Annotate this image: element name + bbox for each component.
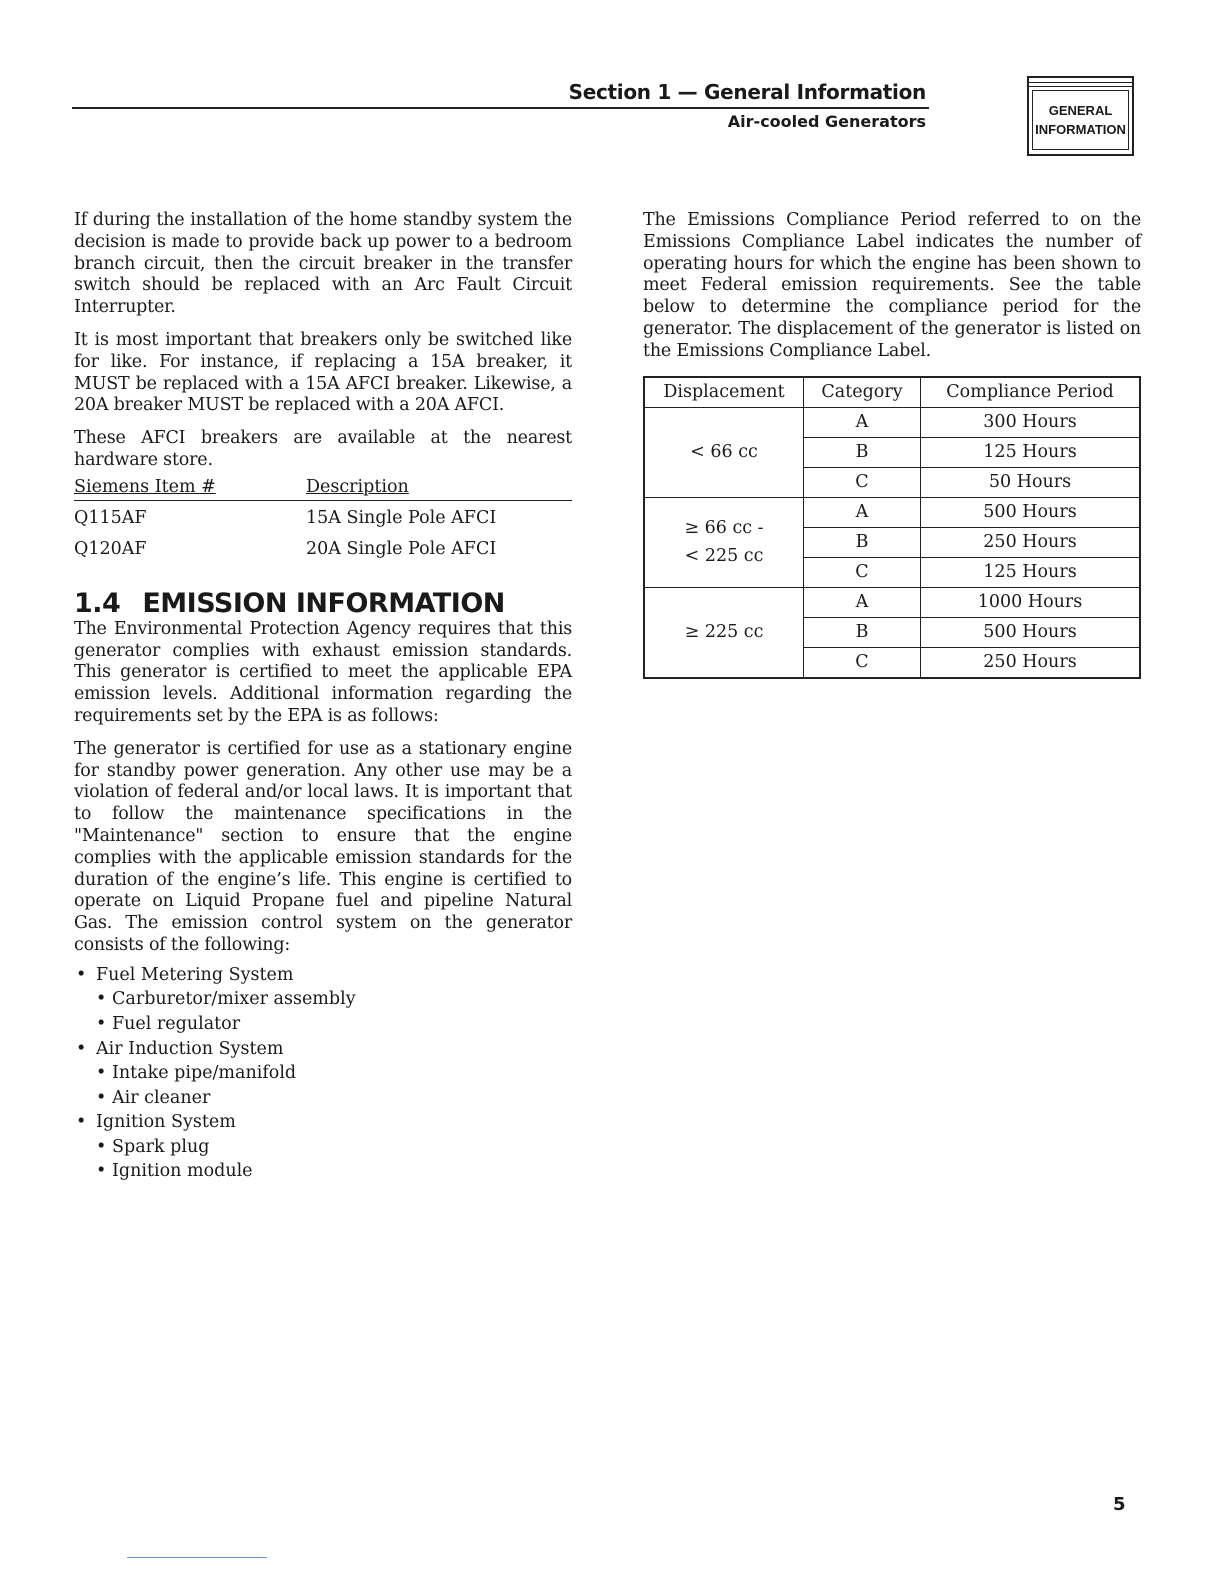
section-title: EMISSION INFORMATION xyxy=(142,587,505,619)
list-item: • Carburetor/mixer assembly xyxy=(96,987,572,1012)
col-category: Category xyxy=(804,377,921,408)
header-rule xyxy=(72,107,929,109)
afci-desc-cell: 15A Single Pole AFCI xyxy=(306,507,497,528)
header-subtitle: Air-cooled Generators xyxy=(727,112,926,131)
tab-line-2: INFORMATION xyxy=(1035,122,1126,137)
period-cell: 300 Hours xyxy=(921,407,1141,437)
afci-desc-cell: 20A Single Pole AFCI xyxy=(306,538,497,559)
table-row xyxy=(74,532,572,563)
period-cell: 125 Hours xyxy=(921,437,1141,467)
tab-line-1: GENERAL xyxy=(1048,103,1113,118)
tab-top-rule xyxy=(1029,82,1132,87)
table-row xyxy=(644,587,1140,617)
section-number: 1.4 xyxy=(74,587,121,619)
category-cell: B xyxy=(804,437,921,467)
emission-components-list xyxy=(74,963,572,1184)
category-cell: B xyxy=(804,527,921,557)
list-item: • Air Induction System • Intake pipe/manifold • Air cleaner xyxy=(74,1037,572,1111)
compliance-period-table xyxy=(643,376,1141,679)
period-cell: 125 Hours xyxy=(921,557,1141,587)
period-cell: 1000 Hours xyxy=(921,587,1141,617)
category-cell: B xyxy=(804,617,921,647)
list-item: • Air cleaner xyxy=(96,1086,572,1111)
table-row xyxy=(644,407,1140,437)
displacement-line-1: ≥ 66 cc - xyxy=(684,517,764,538)
afci-breaker-table xyxy=(74,476,572,563)
list-item: • Fuel Metering System • Carburetor/mixer assembly • Fuel regulator xyxy=(74,963,572,1037)
left-column xyxy=(74,210,572,1184)
period-cell: 50 Hours xyxy=(921,467,1141,497)
epa-paragraph: The Environmental Protection Agency requires that this generator complies with exhaust emission standards. This generator is certified to meet the applicable EPA emission levels. Additional information regarding the requirements set by the EPA is as follows: xyxy=(74,618,572,726)
list-item: • Spark plug xyxy=(96,1135,572,1160)
period-cell: 500 Hours xyxy=(921,617,1141,647)
breaker-rule-paragraph: It is most important that breakers only be switched like for like. For instance, if replacing a 15A breaker, it MUST be replaced with a 15A AFCI breaker. Likewise, a 20A breaker MUST be replaced with a 20A AFCI. xyxy=(74,329,572,416)
afci-item-cell: Q120AF xyxy=(74,538,147,559)
category-cell: C xyxy=(804,647,921,678)
section-tab xyxy=(1027,76,1134,156)
period-cell: 250 Hours xyxy=(921,647,1141,678)
table-row xyxy=(74,500,572,532)
afci-intro-paragraph: If during the installation of the home standby system the decision is made to provide back up power to a bedroom branch circuit, then the circuit breaker in the transfer switch should be replaced with an Arc Fault Circuit Interrupter. xyxy=(74,210,572,318)
afci-col-description: Description xyxy=(306,476,572,501)
list-item: • Ignition module xyxy=(96,1159,572,1184)
col-compliance-period: Compliance Period xyxy=(921,377,1141,408)
right-column xyxy=(643,210,1141,679)
list-item: • Fuel regulator xyxy=(96,1012,572,1037)
category-cell: C xyxy=(804,467,921,497)
tab-label xyxy=(1032,90,1129,150)
afci-item-cell: Q115AF xyxy=(74,507,147,528)
period-cell: 500 Hours xyxy=(921,497,1141,527)
page-number: 5 xyxy=(1113,1494,1126,1515)
certification-paragraph: The generator is certified for use as a stationary engine for standby power generation. Any other use may be a violation of federal and/or local laws. It is important that to follow the maintenance specifications in the "Maintenance" section to ensure that the engine complies with the applicable emission standards for the duration of the engine’s life. This engine is certified to operate on Liquid Propane fuel and pipeline Natural Gas. The emission control system on the generator consists of the following: xyxy=(74,738,572,955)
category-cell: A xyxy=(804,407,921,437)
section-heading xyxy=(74,589,572,619)
footer-rule xyxy=(127,1557,267,1558)
category-cell: A xyxy=(804,587,921,617)
displacement-line-2: < 225 cc xyxy=(684,545,764,566)
afci-col-item: Siemens Item # xyxy=(74,476,306,501)
period-cell: 250 Hours xyxy=(921,527,1141,557)
list-item: • Intake pipe/manifold xyxy=(96,1061,572,1086)
list-item: • Ignition System • Spark plug • Ignition module xyxy=(74,1110,572,1184)
header-title: Section 1 — General Information xyxy=(568,80,926,104)
col-displacement: Displacement xyxy=(644,377,804,408)
displacement-cell: < 66 cc xyxy=(644,407,804,497)
displacement-cell: ≥ 225 cc xyxy=(644,587,804,678)
displacement-cell xyxy=(644,497,804,587)
compliance-period-paragraph: The Emissions Compliance Period referred to on the Emissions Compliance Label indicates the number of operating hours for which the engine has been shown to meet Federal emission requirements. See the table below to determine the compliance period for the generator. The displacement of the generator is listed on the Emissions Compliance Label. xyxy=(643,210,1141,361)
table-row xyxy=(644,497,1140,527)
category-cell: A xyxy=(804,497,921,527)
category-cell: C xyxy=(804,557,921,587)
availability-paragraph: These AFCI breakers are available at the nearest hardware store. xyxy=(74,428,572,470)
